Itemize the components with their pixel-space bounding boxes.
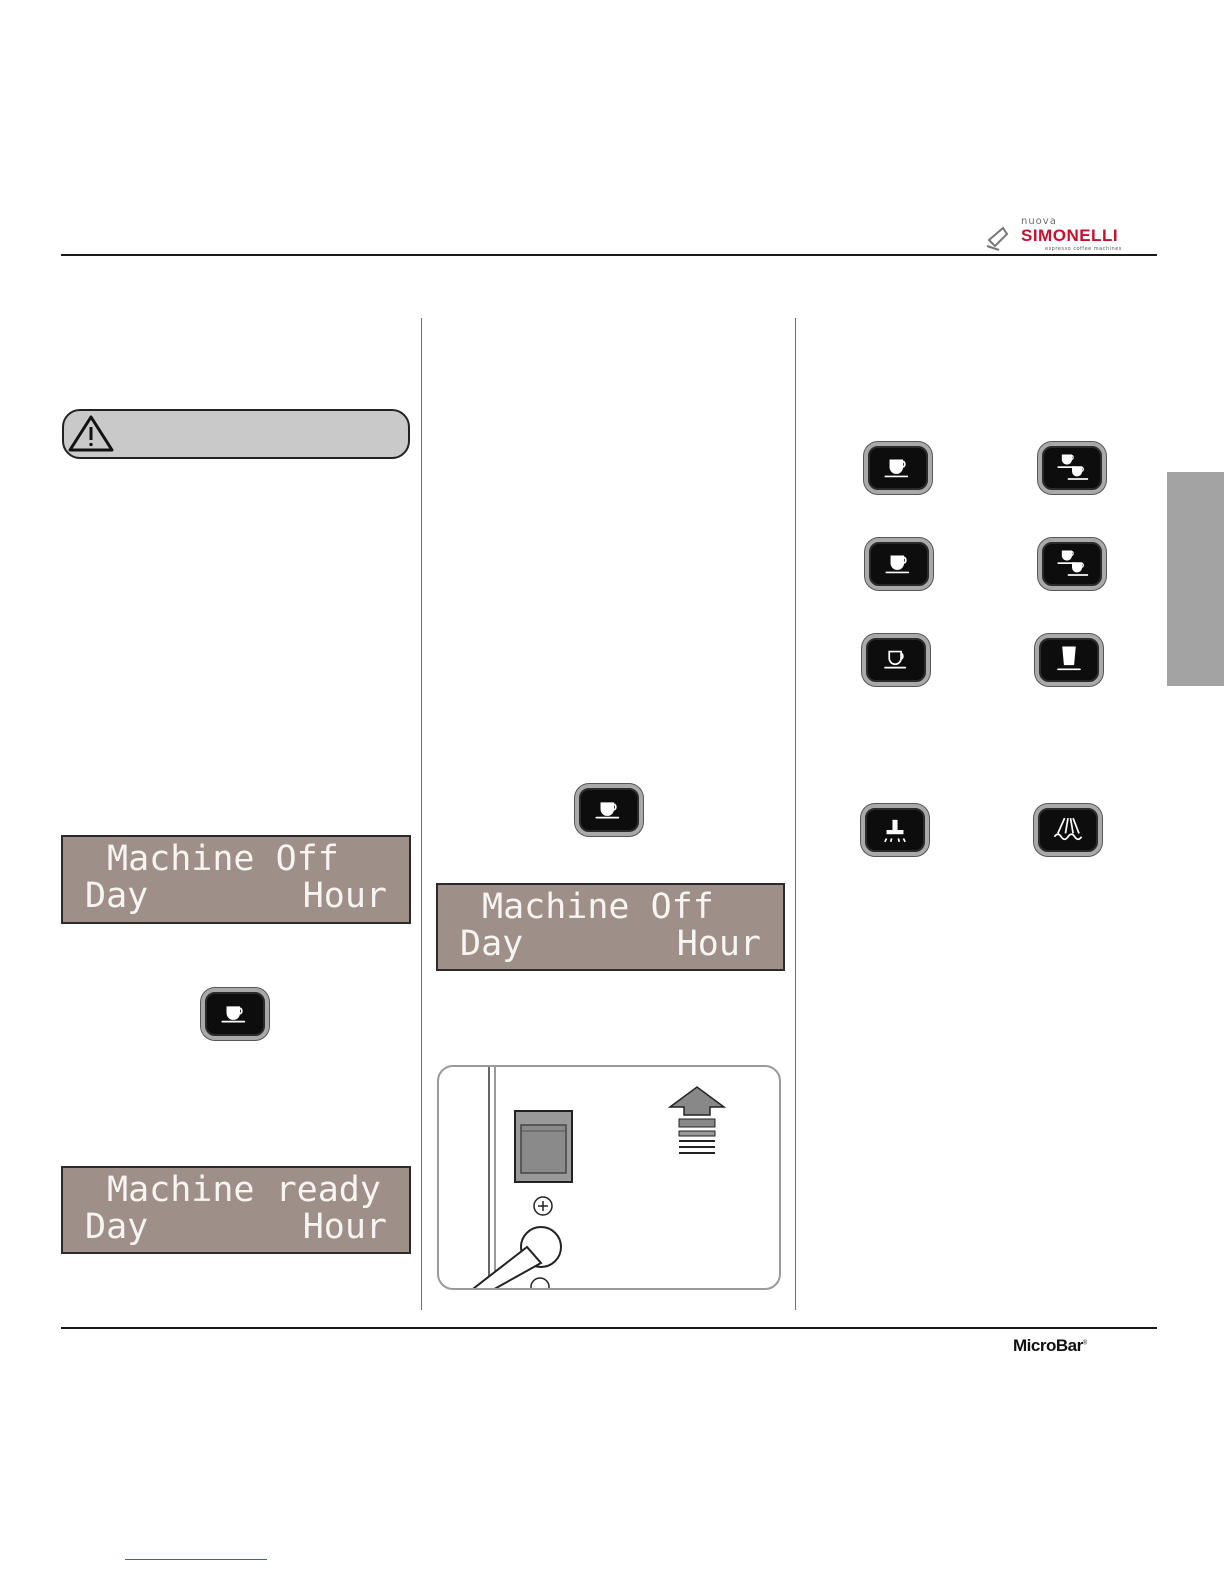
column-divider xyxy=(795,318,796,1310)
lcd-hour-label: Hour xyxy=(302,1207,387,1247)
hot-water-icon xyxy=(865,808,925,852)
single-coffee-button[interactable] xyxy=(865,538,933,590)
cup-icon xyxy=(866,638,926,682)
logo-mark-icon xyxy=(985,220,1019,254)
single-espresso-button[interactable] xyxy=(201,988,269,1040)
simonelli-logo xyxy=(985,214,1165,258)
lcd-day-label: Day xyxy=(85,1207,149,1247)
glass-icon xyxy=(1039,638,1099,682)
cup-icon xyxy=(205,992,265,1036)
trademark-symbol: ® xyxy=(1082,1340,1087,1347)
logo-brand-small: nuova xyxy=(1021,216,1057,227)
double-cup-icon xyxy=(1042,542,1102,586)
lcd-status-text: Machine Off xyxy=(482,887,714,927)
single-espresso-button[interactable] xyxy=(575,784,643,836)
lcd-day-label: Day xyxy=(460,924,524,964)
steam-icon xyxy=(1038,808,1098,852)
footer-link-underline[interactable] xyxy=(125,1559,267,1560)
logo-tagline: espresso coffee machines xyxy=(1045,246,1122,252)
lcd-display-machine-ready xyxy=(61,1166,411,1254)
section-side-tab xyxy=(1167,472,1224,686)
warning-icon xyxy=(66,413,116,453)
hot-water-button[interactable] xyxy=(861,804,929,856)
logo-brand-main: SIMONELLI xyxy=(1021,226,1119,245)
up-arrow-icon xyxy=(670,1087,724,1115)
header-rule xyxy=(61,254,1157,256)
column-divider xyxy=(421,318,422,1310)
cup-icon xyxy=(868,446,928,490)
power-switch-illustration xyxy=(437,1065,781,1290)
footer-rule xyxy=(61,1327,1157,1329)
lcd-hour-label: Hour xyxy=(302,876,387,916)
steam-button[interactable] xyxy=(1034,804,1102,856)
cup-icon xyxy=(869,542,929,586)
warning-bar xyxy=(62,409,410,459)
product-logo-text: MicroBar xyxy=(1013,1336,1083,1355)
double-cup-icon xyxy=(1042,446,1102,490)
double-espresso-button[interactable] xyxy=(1038,442,1106,494)
lcd-hour-label: Hour xyxy=(676,924,761,964)
single-cup-button[interactable] xyxy=(862,634,930,686)
lcd-display-machine-off xyxy=(436,883,785,971)
lcd-status-text: Machine ready xyxy=(107,1170,381,1210)
tall-glass-button[interactable] xyxy=(1035,634,1103,686)
cup-icon xyxy=(579,788,639,832)
lcd-status-text: Machine Off xyxy=(107,839,339,879)
single-espresso-button[interactable] xyxy=(864,442,932,494)
lcd-day-label: Day xyxy=(85,876,149,916)
lcd-display-machine-off xyxy=(61,835,411,924)
microbar-logo xyxy=(1013,1336,1087,1356)
double-coffee-button[interactable] xyxy=(1038,538,1106,590)
power-switch-drawing xyxy=(439,1067,781,1290)
